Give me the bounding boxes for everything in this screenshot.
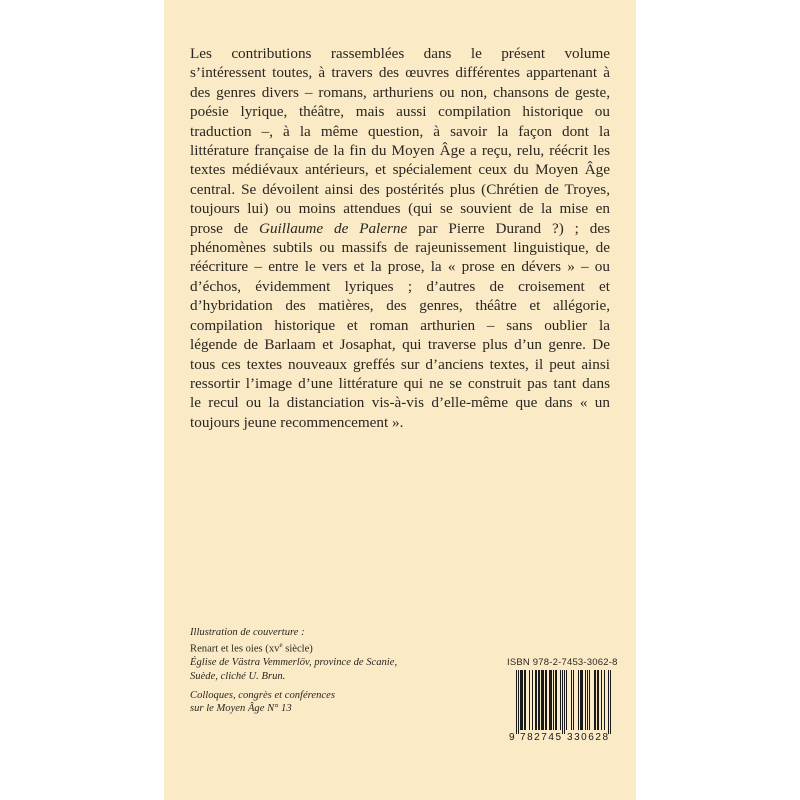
blurb-line: légende de Barlaam et Josaphat, qui traverse plus d’un genre. De <box>190 336 610 354</box>
blurb-line: des genres divers – romans, arthuriens ou non, chansons de geste, <box>190 83 610 101</box>
barcode-bar <box>536 670 537 730</box>
illustration-location: Église de Västra Vemmerlöv, province de Scanie, <box>190 657 398 669</box>
barcode-bar <box>521 670 522 730</box>
blurb-line: toujours lui) ou moins attendues (qui se souvient de la mise en <box>190 200 610 218</box>
barcode-bar <box>549 670 550 730</box>
barcode-bar <box>571 670 572 730</box>
barcode-bar <box>525 670 526 730</box>
blurb-line: s’intéressent toutes, à travers des œuvres différentes appartenant à <box>190 64 610 82</box>
barcode-bar <box>520 670 521 730</box>
blurb-line: phénomènes subtils ou massifs de rajeunissement linguistique, de <box>190 239 610 257</box>
blurb-line: central. Se dévoilent ainsi des postérités plus (Chrétien de Troyes, <box>190 180 610 198</box>
barcode-bar <box>598 670 599 730</box>
barcode-bar <box>604 670 605 730</box>
barcode-bar <box>560 670 561 730</box>
isbn-label: ISBN 978-2-7453-3062-8 <box>507 657 618 668</box>
blurb-line: le recul ou la distanciation vis-à-vis d’elle-même que dans « un <box>190 394 610 412</box>
series-number: sur le Moyen Âge N° 13 <box>190 703 292 715</box>
barcode-bar <box>518 670 519 734</box>
blurb-line: toujours jeune recommencement ». <box>190 413 404 431</box>
barcode-bar <box>601 670 602 730</box>
barcode-bar <box>573 670 574 730</box>
blurb-line: littérature française de la fin du Moyen Âge a reçu, relu, réécrit les <box>190 142 610 160</box>
barcode-bar <box>542 670 543 730</box>
series-name: Colloques, congrès et conférences <box>190 690 335 701</box>
barcode-bar <box>539 670 540 730</box>
barcode-bar <box>589 670 590 730</box>
barcode-bar <box>553 670 554 730</box>
barcode-bar <box>595 670 596 730</box>
illustration-photo-credit: Suède, cliché U. Brun. <box>190 670 286 682</box>
italic-title: Guillaume de Palerne <box>258 219 408 237</box>
barcode-bar <box>610 670 611 734</box>
blurb-line: traduction –, à la même question, à savoir la façon dont la <box>190 122 610 140</box>
barcode-bar <box>585 670 586 730</box>
barcode-bar <box>566 670 567 730</box>
barcode-bar <box>543 670 544 730</box>
barcode-bar <box>545 670 546 730</box>
barcode-bar <box>541 670 542 730</box>
blurb-line: poésie lyrique, théâtre, mais aussi compilation historique ou <box>190 103 610 121</box>
barcode-bar <box>587 670 588 730</box>
barcode-bar <box>532 670 533 730</box>
barcode-first-digit: 9 <box>509 732 515 742</box>
barcode-bar <box>546 670 547 730</box>
barcode-bar <box>582 670 583 730</box>
blurb-line: d’hybridation des matières, des genres, théâtre et allégorie, <box>190 297 610 315</box>
barcode-bar <box>608 670 609 734</box>
blurb-text <box>190 44 610 432</box>
blurb-line: ressortir l’image d’une littérature qui ne se construit pas tant dans <box>190 374 610 392</box>
blurb-line: textes médiévaux antérieurs, et spécialement ceux du Moyen Âge <box>190 161 610 179</box>
barcode-bar <box>581 670 582 730</box>
credits-heading: Illustration de couverture : <box>190 627 305 638</box>
barcode-bar <box>562 670 563 734</box>
blurb-line: d’échos, évidemment lyriques ; d’autres de croisement et <box>190 277 610 295</box>
blurb-line: réécriture – entre le vers et la prose, la « prose en dévers » – ou <box>190 258 610 276</box>
blurb-line: Les contributions rassemblées dans le présent volume <box>190 45 610 62</box>
blurb-line: tous ces textes nouveaux greffés sur d’anciens textes, il peut ainsi <box>190 355 610 373</box>
barcode-bar <box>551 670 552 730</box>
blurb-line: compilation historique et roman arthurien – sans oublier la <box>190 316 610 334</box>
barcode-bar <box>578 670 579 730</box>
barcode-left-digits: 782745 <box>520 732 561 742</box>
barcode-bar <box>529 670 530 730</box>
barcode-bar <box>555 670 556 730</box>
barcode-right-digits: 330628 <box>567 732 608 742</box>
isbn-barcode <box>506 668 616 742</box>
series-info <box>190 689 430 716</box>
barcode-bar <box>522 670 523 730</box>
barcode-bar <box>550 670 551 730</box>
barcode-bar <box>524 670 525 730</box>
barcode-bar <box>564 670 565 734</box>
cover-illustration-credits <box>190 626 430 683</box>
barcode-bar <box>535 670 536 730</box>
barcode-bar <box>580 670 581 730</box>
illustration-title: Renart et les oies ($xv^e$ siècle) <box>190 641 313 655</box>
blurb-line: prose de Guillaume de Palerne par Pierre Durand ?) ; des <box>190 219 610 237</box>
barcode-bar <box>594 670 595 730</box>
barcode-bar <box>516 670 517 734</box>
barcode-bar <box>556 670 557 730</box>
barcode-bar <box>538 670 539 730</box>
barcode-bar <box>597 670 598 730</box>
